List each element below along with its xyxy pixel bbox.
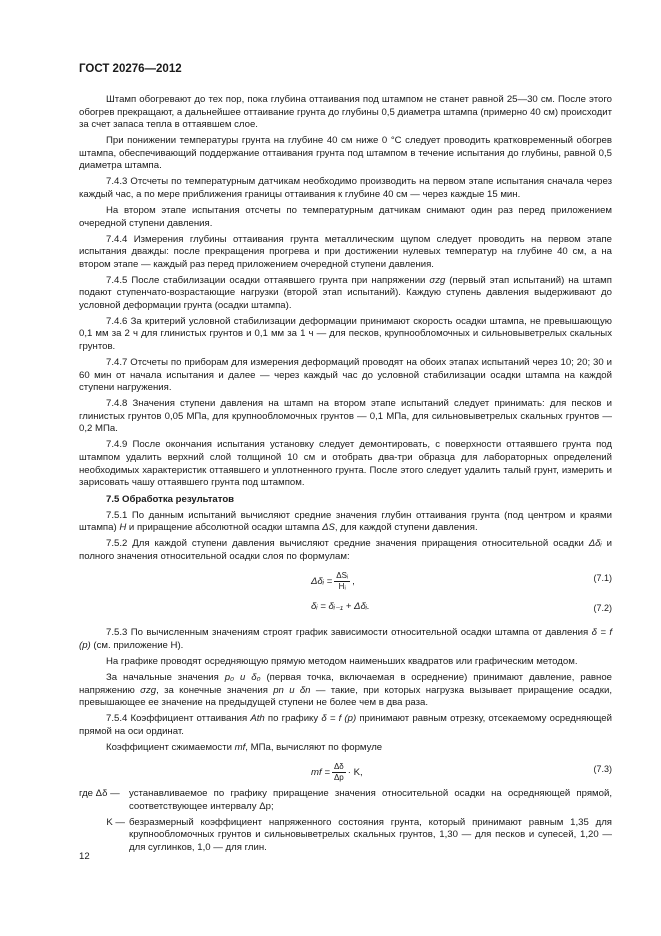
text-run: , за конечные значения (156, 684, 274, 696)
denominator: Δp (333, 773, 344, 783)
text-run: , МПа, вычисляют по формуле (245, 741, 383, 753)
paragraph: При понижении температуры грунта на глубине 40 см ниже 0 °С следует проводить кратковременный обогрев штампа, обеспечивающий поддержание оттаивания грунта под штампом в течение испытания до глубины, равной 0,5 диаметра штампа. (79, 135, 612, 172)
text-run: , для каждой ступени давления. (334, 522, 478, 534)
text-run: 7.4.5 После стабилизации осадки оттаявшего грунта при напряжении (106, 274, 430, 286)
paragraph-7-5-4 (79, 713, 612, 738)
text-run: 7.5.2 Для каждой ступени давления вычисляют средние значения приращения относительной осадки (106, 538, 589, 550)
formula-tail: · K, (347, 767, 363, 779)
text-run: 7.5.4 Коэффициент оттаивания (106, 713, 251, 725)
paragraph-7-4-9: 7.4.9 После окончания испытания установку следует демонтировать, с поверхности оттаявшего грунта под штампом удалить верхний слой толщиной 10 см и отобрать два-три образца для лабораторных определений необходимых характеристик оттаявшего и уплотненного грунта. После этого следует удалить талый грунт, измерить и зарисовать чашу оттаявшего грунта под штампом. (79, 439, 612, 489)
formula-lhs: mf = (311, 767, 330, 779)
symbol-delta-fp: δ = f (p) (79, 627, 613, 652)
paragraph-7-4-8: 7.4.8 Значения ступени давления на штамп на втором этапе испытаний следует принимать: для песков и глинистых грунтов 0,05 МПа, для крупнообломочных грунтов — 0,1 МПа, для сильновыветрелых скальных грунтов — 0,2 МПа. (79, 398, 612, 435)
text-run: и приращение абсолютной осадки штампа (126, 522, 323, 534)
text-run: принимают равным отрезку, отсекаемому осредняющей прямой на оси ординат. (79, 713, 612, 737)
formula-body: δᵢ = δᵢ₋₁ + Δδᵢ. (311, 601, 370, 613)
text-run: 7.5.1 По данным испытаний вычисляют средние значения глубин оттаивания грунта (под центром и краями штампа) (79, 509, 612, 534)
glossary-item (79, 817, 612, 855)
text-run: — такие, при которых нагрузка вызывает приращение осадки, превышающее ее значение на предыдущей ступени не более чем в два раза. (79, 684, 612, 709)
text-run: Коэффициент сжимаемости (106, 741, 235, 753)
paragraph (79, 672, 612, 710)
text-run: (первая точка, включаемая в осреднение) принимают давление, равное напряжению (79, 672, 612, 696)
paragraph: На втором этапе испытания отсчеты по температурным датчикам снимают один раз перед приложением очередной ступени давления. (79, 204, 612, 229)
symbol-p0-d0: p₀ и δ₀ (224, 672, 261, 684)
glossary-term: где Δδ — (79, 788, 120, 800)
paragraph (79, 742, 612, 755)
paragraph-7-4-6: 7.4.6 За критерий условной стабилизации деформации принимают скорость осадки штампа, не превышающую 0,1 мм за 2 ч для глинистых грунтов и 0,1 мм за 1 ч — для песков, крупнообломочных и сильновыветрелых скальных грунтов. (79, 315, 612, 353)
text-run: по графику (264, 713, 322, 725)
paragraph-7-4-4: 7.4.4 Измерения глубины оттаивания грунта металлическим щупом следует проводить на первом этапе испытания дважды: после прекращения прогрева и при достижении нулевых температур на глубине 40 см, а на втором этапе — каждый раз перед приложением очередной ступени давления. (79, 233, 612, 270)
paragraph-7-4-3: 7.4.3 Отсчеты по температурным датчикам необходимо производить на первом этапе испытания сначала через каждый час, а по мере приближения границы оттаивания к глубине 40 см — через каждые 15 мин. (79, 176, 612, 200)
numerator: Δδ (333, 762, 344, 772)
paragraph-7-5-1 (79, 510, 612, 535)
section-heading-7-5: 7.5 Обработка результатов (106, 493, 235, 505)
paragraph-7-4-7: 7.4.7 Отсчеты по приборам для измерения деформаций проводят на обоих этапах испытаний через 10; 20; 30 и 60 мин от начала испытания и далее — через каждый час до условной стабилизации осадки штампа на каждой ступени нагружения. (79, 357, 612, 394)
symbol-sigma-zg: σzg (429, 274, 446, 286)
text-run: (первый этап испытаний) на штамп подают ступенчато-возрастающие нагрузки (второй этап испытаний). Каждую ступень давления выдерживают до условной деформации грунта (осадки штампа). (79, 274, 612, 311)
formula-number: (7.2) (593, 603, 612, 614)
paragraph-7-5-3 (79, 627, 612, 652)
formula-7-1 (79, 567, 612, 591)
symbol-Ath: Ath (250, 713, 265, 725)
text-run: 7.5.3 По вычисленным значениям строят график зависимости относительной осадки штампа от давления (106, 627, 592, 639)
paragraph-7-5-2 (79, 538, 612, 563)
formula-number: (7.3) (593, 764, 612, 775)
symbol-delta-delta: Δδᵢ (588, 538, 602, 550)
text-run: За начальные значения (106, 672, 225, 684)
symbol-delta-fp: δ = f (p) (321, 713, 357, 725)
fraction (332, 762, 346, 783)
denominator: Hᵢ (338, 582, 346, 592)
fraction (334, 571, 350, 592)
glossary-term: K — (106, 816, 125, 828)
formula-number: (7.1) (593, 573, 612, 584)
glossary-definition: безразмерный коэффициент напряженного состояния грунта, который принимают равным 1,35 для крупнообломочных грунтов и сильновыветрелых скальных грунтов, 1,30 — для песков и супесей, 1,20 — для суглинков, 1,0 — для глин. (129, 816, 612, 853)
formula-body (311, 762, 363, 783)
document-header: ГОСТ 20276—2012 (79, 63, 182, 75)
text-run: (см. приложение Н). (90, 640, 184, 652)
formula-tail: , (352, 576, 355, 588)
symbol-delta-S: ΔS (322, 522, 335, 534)
glossary-definition: устанавливаемое по графику приращение значения относительной осадки на осредняющей прямой, соответствующее интервалу Δp; (129, 788, 612, 812)
text-run: и полного значения относительной осадки слоя по формулам: (79, 538, 612, 562)
paragraph: На графике проводят осредняющую прямую методом наименьших квадратов или графическим методом. (106, 656, 578, 668)
numerator: ΔSᵢ (336, 571, 349, 581)
formula-body (311, 571, 355, 592)
paragraph: Штамп обогревают до тех пор, пока глубина оттаивания под штампом не станет равной 25—30 см. После этого обогрев прекращают, а дальнейшее оттаивание грунта до глубины 0,5 диаметра штампа (примерно 40 см) происходит за счет запаса тепла в оттаявшем слое. (79, 94, 612, 131)
page-number: 12 (79, 851, 90, 862)
symbol-mf: mf (234, 741, 246, 753)
formula-7-2 (79, 597, 612, 621)
symbol-pn-dn: pn и δn (273, 684, 311, 696)
paragraph-7-4-5 (79, 275, 612, 313)
symbol-sigma-zg: σzg (140, 684, 157, 696)
glossary-item (79, 788, 612, 813)
document-body (79, 94, 612, 857)
formula-7-3 (79, 758, 612, 782)
symbol-H: H (119, 522, 127, 534)
formula-lhs: Δδᵢ = (311, 576, 333, 588)
